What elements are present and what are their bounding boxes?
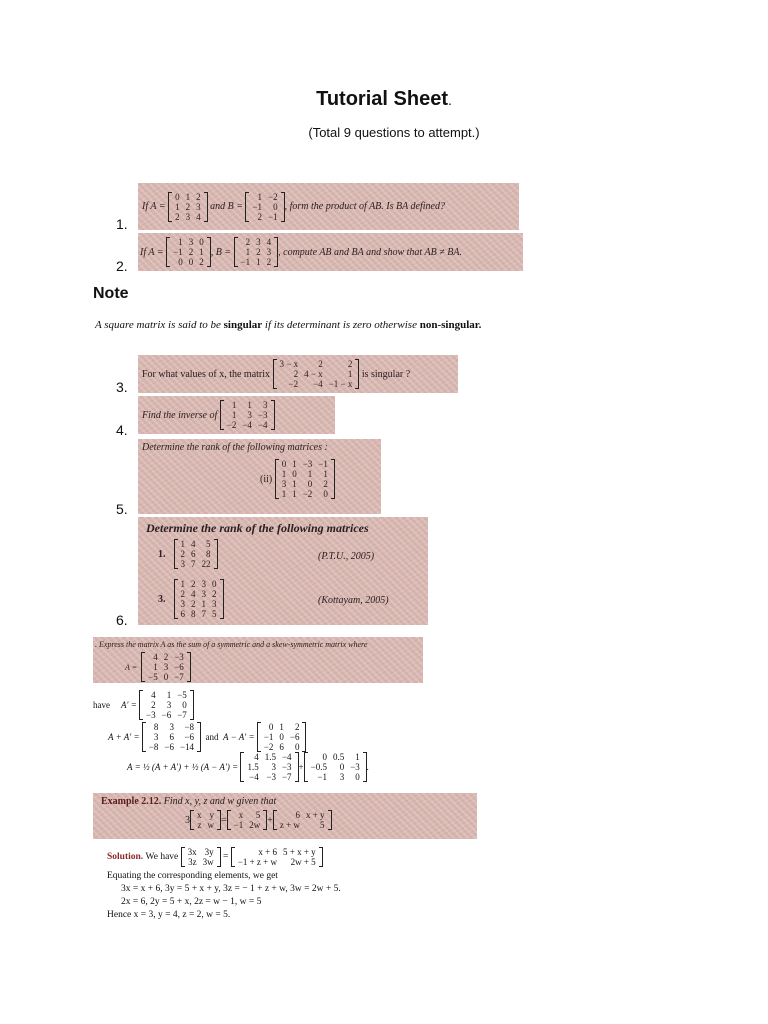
matrix-cell: 0 [307,479,313,489]
matrix-cell: 22 [201,559,211,569]
matrix-cell: 5 + x + y [283,847,316,857]
matrix-cell: 0 [281,459,287,469]
matrix-cell: 3 [201,579,206,589]
matrix-cell: 1 [257,191,263,202]
matrix-cell: −3 [257,410,268,420]
matrix-row [146,722,197,732]
solution-line-3: 2x = 6, 2y = 5 + x, 2z = w − 1, w = 5 [121,897,262,907]
question-3-image: For what values of x, the matrix 3 − x 2 2 2 4 − x 1 −2 −4 −1 − x is singular ? [138,355,458,393]
matrix-row [185,847,217,857]
matrix-cell: 4 [151,690,156,700]
matrix-cell: 3 [169,722,174,732]
matrix-b [234,237,279,267]
matrix-cell: 4 − x [304,369,323,379]
matrix-cell: 1 [256,257,261,267]
matrix-table [178,579,220,619]
matrix-cell: 1 [175,201,180,212]
matrix-cell: 1 [292,459,297,469]
matrix-cell: 2 [294,722,300,732]
matrix-cell: 0 [279,732,284,742]
matrix-table [277,810,328,830]
matrix-cell: 4 [191,539,196,549]
matrix-cell: 8 [153,722,159,732]
matrix-cell: 0 [178,257,183,267]
example-2-12-solution: Solution. We have 3x 3y 3z 3w = x + 6 5 + x + y −1 + z + w 2w + 5 Equating the corresponding elements, we get 3x = x + 6, 3y = 5 + x + y, 3z = − 1 + z + w, 3w = 2w + 5. 2x = 6, 2y = 5 + x, 2z = w − 1, w = 5 Hence x = 3, y = 4, z = 2, w = 5. [107,847,341,920]
question-number-4: 4. [116,422,128,438]
matrix-cell: 3 [256,237,261,247]
matrix-cell: −3 [146,710,156,720]
example-2-12-image: Example 2.12. Find x, y, z and w given that 3 x y z w = x 5 −1 2w + 6 x + y z + w 5 [93,793,477,839]
matrix-table [277,359,356,389]
matrix-cell: 1.5 [247,762,259,772]
matrix-row [143,700,190,710]
matrix-cell: 3 [196,201,201,212]
matrix-skew-symmetric [304,752,367,782]
question-4-image: Find the inverse of 1 1 3 1 3 −3 −2 −4 −4 [138,396,335,434]
matrix-cell: −2 [263,742,274,752]
matrix-cell: 3w [202,857,214,867]
matrix-cell: −4 [281,752,292,762]
matrix-row [224,420,271,430]
matrix-a [141,652,191,682]
matrix-cell: 3 [339,772,345,782]
matrix-a [168,192,208,222]
matrix-cell: −5 [177,690,187,700]
matrix-cell: 3 [188,237,194,247]
matrix-row [146,732,197,742]
matrix-cell: −1 [252,201,263,212]
matrix [275,459,335,499]
matrix-cell: 3 [180,599,185,609]
matrix-cell: −7 [174,672,184,682]
matrix-cell: 2w + 5 [290,857,316,867]
matrix-cell: 1 [178,237,183,247]
matrix-row [308,752,363,762]
matrix-cell: 1 [347,369,353,379]
question-number-2: 2. [116,258,128,274]
matrix-cell: 3 − x [279,359,299,369]
note-text: A square matrix is said to be singular if its determinant is zero otherwise non-singular. [95,319,482,331]
matrix-symmetric [240,752,298,782]
matrix-cell: 0 [212,579,217,589]
matrix-cell: 1 [153,662,158,672]
matrix-row [249,212,280,222]
matrix-cell: 2 [180,589,185,599]
matrix-cell: 1.5 [264,752,276,762]
matrix-cell: 0 [323,489,328,499]
matrix-cell: −1 [233,820,244,830]
matrix-cell: 2 [199,257,204,267]
matrix-cell: −7 [177,710,187,720]
matrix-row [145,672,187,682]
matrix-cell: −2 [302,489,313,499]
matrix-cell: −0.5 [310,762,327,772]
matrix-row [178,599,220,609]
matrix-cell: 3 [281,479,287,489]
matrix-row [231,810,264,820]
matrix-cell: 4 [266,237,272,247]
matrix-cell: 0.5 [332,752,345,762]
matrix-b [245,192,284,222]
matrix-cell: 1 [245,247,251,257]
matrix-cell: 2 [163,652,169,662]
matrix-cell: −14 [179,742,195,752]
matrix-row [178,539,214,549]
matrix-row [277,820,328,830]
matrix-sum [142,722,201,752]
matrix-cell: −8 [148,742,159,752]
matrix-cell: 2 [191,599,196,609]
question-number-1: 1. [116,216,128,232]
matrix-cell: −1 + z + w [237,857,277,867]
matrix-cell: y [209,810,214,820]
matrix-cell: 3 [247,410,252,420]
matrix-cell: −6 [184,732,195,742]
matrix-cell: 2 [293,369,299,379]
matrix-cell: −3 [302,459,313,469]
matrix-row [224,400,271,410]
matrix-cell: 2 [151,700,156,710]
matrix-row [194,820,217,830]
matrix-row [143,690,190,700]
matrix-row [261,722,303,732]
matrix-row [231,820,264,830]
matrix-cell: z [197,820,202,830]
matrix-cell: 5 [206,539,211,549]
matrix-cell: 6 [191,549,196,559]
matrix-cell: 3 [212,599,217,609]
matrix-cell: −1 [318,459,328,469]
matrix-row [249,202,280,212]
matrix-cell: 6 [169,732,174,742]
matrix-cell: 0 [163,672,169,682]
matrix-cell: 3 [163,662,169,672]
matrix-cell: 2 [256,247,261,257]
matrix-row [146,742,197,752]
note-heading: Note [93,285,129,302]
matrix-row [143,710,190,720]
matrix-cell: 0 [188,257,194,267]
matrix-row [238,237,275,247]
matrix-cell: 1 [231,410,237,420]
matrix-item-3 [174,579,224,619]
matrix-cell: 2 [185,201,191,212]
matrix-cell: −5 [148,672,158,682]
matrix-cell: 3y [204,847,214,857]
matrix-cell: 1 [201,599,206,609]
matrix-cell: x [238,810,244,820]
solution-line-2: 3x = x + 6, 3y = 5 + x + y, 3z = − 1 + z + w, 3w = 2w + 5. [121,884,341,894]
matrix-row [244,772,294,782]
matrix-cell: −3 [174,652,184,662]
matrix-cell: 1 [323,469,328,479]
matrix-cell: 1 [292,489,297,499]
matrix-cell: 1 [292,479,297,489]
question-number-3: 3. [116,379,128,395]
matrix-cell: −1 [317,772,327,782]
matrix-table [172,192,204,222]
matrix [220,400,275,430]
matrix-row [145,652,187,662]
matrix-row [170,257,207,267]
matrix-table [194,810,217,830]
matrix-row [249,192,280,202]
matrix-row [277,359,356,369]
matrix-cell: −2 [226,420,237,430]
matrix-cell: 0 [273,201,278,212]
matrix-cell: 2 [257,211,263,222]
matrix-cell: −3 [281,762,292,772]
matrix-table [244,752,294,782]
matrix-cell: 3z [188,857,197,867]
matrix-m2 [273,810,332,830]
solution-7: have A′ = 4 1 −5 2 3 0 −3 −6 −7 A + A′ = 8 3 −8 3 6 −6 −8 −6 −14 and A − A′ = 0 1 2 −1 0 −6 −2 6 0 A = ½ (A + A′) + ½ (A − A′) = 4 1.5 −4 1.5 3 −3 −4 −3 −7 + 0 0.5 1 −0.5 0 −3 −1 3 0 . [93,690,370,782]
matrix-cell: −6 [289,732,300,742]
matrix-cell: −3 [350,762,360,772]
matrix-solution-lhs [181,847,221,867]
matrix-row [308,772,363,782]
matrix-cell: 1 [279,722,284,732]
matrix-cell: 5 [255,810,261,820]
matrix-row [145,662,187,672]
matrix-row [261,742,303,752]
matrix-cell: 1 [281,469,287,479]
matrix-cell: 2 [347,359,353,369]
matrix-lhs [190,810,221,830]
matrix-row [235,857,319,867]
matrix-cell: 2 [191,579,196,589]
matrix-cell: x + 6 [258,847,277,857]
question-5-image: Determine the rank of the following matrices : (ii) 0 1 −3 −1 1 0 1 1 3 1 0 2 1 1 −2 0 [138,439,381,514]
matrix-cell: 4 [153,652,158,662]
matrix-cell: 5 [212,609,217,619]
page-subtitle: (Total 9 questions to attempt.) [308,125,480,140]
matrix-cell: 0 [199,237,204,247]
matrix [273,359,360,389]
matrix-row [277,810,328,820]
matrix-row [244,762,294,772]
matrix-table [185,847,217,867]
matrix-cell: 0 [182,700,187,710]
matrix-cell: 1 [307,469,313,479]
matrix-cell: z + w [279,820,300,830]
matrix-cell: −1 [263,732,274,742]
matrix-cell: 0 [294,742,300,752]
matrix-cell: 7 [191,559,196,569]
matrix-table [224,400,271,430]
matrix-table [238,237,275,267]
matrix-table [146,722,197,752]
matrix-cell: −8 [184,722,195,732]
matrix-cell: 3 [263,400,268,410]
matrix-cell: 0 [339,762,345,772]
matrix-cell: −6 [174,662,184,672]
page-title: Tutorial Sheet. [316,88,452,110]
matrix-cell: 2 [266,257,272,267]
solution-line-4: Hence x = 3, y = 4, z = 2, w = 5. [107,910,231,920]
matrix-table [235,847,319,867]
matrix-cell: 1 [166,690,172,700]
matrix-cell: 4 [196,211,201,222]
matrix-cell: 2 [212,589,217,599]
matrix-cell: −6 [164,742,174,752]
question-7-image: . Express the matrix A as the sum of a symmetric and a skew-symmetric matrix where A = 4 2 −3 1 3 −6 −5 0 −7 [93,637,423,683]
matrix-table [170,237,207,267]
matrix-cell: −4 [249,772,259,782]
matrix-row [178,589,220,599]
matrix-table [308,752,363,782]
matrix-cell: 2 [318,359,323,369]
matrix-cell: 0 [322,752,327,762]
matrix-row [194,810,217,820]
matrix-cell: 1 [185,191,191,202]
matrix-difference [257,722,307,752]
matrix-cell: 2 [188,247,194,257]
matrix-row [224,410,271,420]
matrix-cell: −1 [268,211,278,222]
matrix-cell: 1 [180,539,185,549]
matrix-table [145,652,187,682]
matrix-cell: −1 − x [328,379,353,389]
matrix-row [279,489,331,499]
matrix-cell: 2 [245,237,251,247]
matrix-cell: 1 [199,247,204,257]
matrix-row [238,247,275,257]
matrix-solution-rhs [231,847,323,867]
matrix-cell: −4 [257,420,268,430]
matrix-row [244,752,294,762]
matrix-cell: 3 [271,762,276,772]
matrix-row [277,369,356,379]
matrix-m1 [227,810,268,830]
matrix-cell: 2w [249,820,261,830]
question-number-5: 5. [116,501,128,517]
matrix-cell: −2 [288,379,299,389]
question-2-image: If A = 1 3 0 −1 2 1 0 0 2 , B = 2 3 4 1 2 3 −1 1 2 , compute AB and BA and show that AB ≠ BA. [138,233,523,271]
matrix-cell: 6 [180,609,185,619]
matrix-cell: 3 [153,732,159,742]
matrix-row [178,549,214,559]
matrix-cell: 2 [196,191,201,202]
matrix-cell: −1 [173,247,183,257]
matrix-table [249,192,280,222]
matrix-row [308,762,363,772]
matrix-table [143,690,190,720]
matrix-row [279,459,331,469]
matrix-cell: 2 [175,211,180,222]
matrix-cell: 4 [254,752,259,762]
matrix-cell: 3 [180,559,185,569]
matrix-row [170,247,207,257]
matrix-table [231,810,264,830]
matrix-cell: 2 [180,549,185,559]
matrix-cell: 1 [247,400,252,410]
matrix-cell: 6 [279,742,284,752]
matrix-row [178,559,214,569]
matrix-cell: 3 [166,700,172,710]
matrix-row [172,202,204,212]
solution-line-1: Equating the corresponding elements, we get [107,871,278,881]
matrix-row [172,212,204,222]
matrix-cell: −2 [268,191,278,202]
matrix-table [261,722,303,752]
matrix-cell: 8 [191,609,196,619]
matrix-cell: 1 [180,579,185,589]
question-6-image: Determine the rank of the following matrices 1. 1 4 5 2 6 8 3 7 22 (P.T.U., 2005) 3. 1 2 3 0 2 4 3 2 3 2 1 3 6 8 7 5 (Kottayam, 2005) [138,517,428,625]
matrix-a-transpose [139,690,194,720]
matrix-cell: 0 [292,469,297,479]
matrix-row [178,609,220,619]
matrix-row [172,192,204,202]
question-number-6: 6. [116,612,128,628]
matrix-cell: 0 [268,722,274,732]
matrix-row [238,257,275,267]
matrix-row [279,469,331,479]
matrix-row [279,479,331,489]
matrix-cell: x [197,810,202,820]
matrix-a [166,237,211,267]
matrix-cell: 3 [266,247,272,257]
matrix-row [277,379,356,389]
matrix-cell: 1 [355,752,360,762]
matrix-cell: 1 [281,489,287,499]
matrix-row [261,732,303,742]
matrix-item-1 [174,539,218,569]
matrix-cell: 2 [323,479,328,489]
matrix-cell: −7 [281,772,292,782]
matrix-cell: 0 [175,191,180,202]
matrix-row [185,857,217,867]
matrix-cell: −3 [266,772,276,782]
matrix-cell: x + y [305,810,325,820]
matrix-cell: 3x [187,847,197,857]
matrix-row [170,237,207,247]
matrix-cell: 7 [201,609,206,619]
matrix-cell: 3 [185,211,191,222]
matrix-cell: 0 [355,772,360,782]
matrix-cell: 5 [320,820,325,830]
matrix-cell: w [207,820,214,830]
matrix-row [235,847,319,857]
matrix-cell: 4 [191,589,196,599]
matrix-table [279,459,331,499]
matrix-cell: 1 [231,400,237,410]
question-1-image: If A = 0 1 2 1 2 3 2 3 4 and B = 1 −2 −1 0 2 −1 , form the product of AB. Is BA defined? [138,183,519,230]
matrix-cell: −4 [242,420,252,430]
matrix-cell: −1 [240,257,251,267]
matrix-table [178,539,214,569]
matrix-row [178,579,220,589]
matrix-cell: −6 [161,710,172,720]
matrix-cell: 8 [206,549,211,559]
matrix-cell: −4 [313,379,323,389]
matrix-cell: 3 [201,589,206,599]
matrix-cell: 6 [295,810,300,820]
